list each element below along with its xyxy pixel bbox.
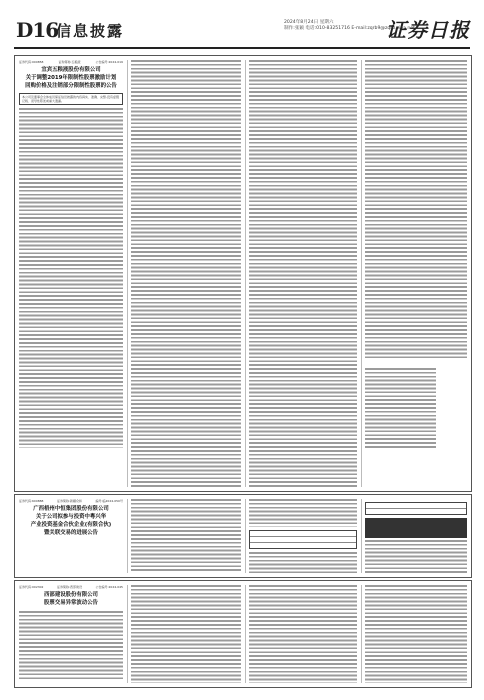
company-name: 广西梧州中恒集团股份有限公司 <box>33 506 109 512</box>
body-text <box>249 585 357 683</box>
announcement-title-line1: 股票交易异常波动公告 <box>44 600 98 606</box>
stock-code: 证券代码:000858 <box>19 60 44 64</box>
body-text <box>249 499 357 527</box>
body-text <box>365 60 467 360</box>
announcement2-column-2 <box>131 499 241 573</box>
announcement3-column-2 <box>131 585 241 683</box>
company-name: 西部建设股份有限公司 <box>44 592 98 598</box>
announcement-panel-3 <box>14 580 472 688</box>
shaded-table-block <box>365 518 467 538</box>
masthead <box>14 14 470 44</box>
body-text <box>365 540 467 573</box>
announcement-number: 公告编号:2024-019 <box>95 60 123 64</box>
announcement-panel-2 <box>14 494 472 578</box>
announcement-title-line2: 产业投资基金合伙企业(有限合伙) <box>30 522 112 528</box>
stock-code: 证券代码:600888 <box>19 499 44 503</box>
body-text <box>365 585 467 683</box>
announcement3-column-4 <box>365 585 467 683</box>
announcement1-codes <box>19 60 123 64</box>
stock-short-name: 证券简称:五粮液 <box>58 60 81 64</box>
announcement3-column-3 <box>249 585 357 683</box>
announcement2-codes <box>19 499 123 503</box>
data-table <box>249 530 357 549</box>
stock-code: 证券代码:002302 <box>19 585 44 589</box>
announcement2-column-4 <box>365 499 467 573</box>
announcement1-column-4 <box>365 60 467 487</box>
announcement1-column-3 <box>249 60 357 487</box>
board-notice: 本公司及董事会全体成员保证信息披露的内容真实、准确、完整,没有虚假记载、误导性陈述或重大遗漏。 <box>19 93 123 105</box>
issue-date: 2024年8月24日 星期六 <box>284 20 334 25</box>
announcement-number: 公告编号:2024-045 <box>95 585 123 589</box>
announcement-title-line1: 关于调整2019年限制性股票激励计划 <box>25 75 117 81</box>
body-text <box>131 585 241 683</box>
body-text <box>249 60 357 487</box>
announcement-title-line1: 关于公司拟参与投资中粤兴华 <box>35 514 107 520</box>
announcement1-column-1 <box>19 60 123 487</box>
announcement-title-line3: 暨关联交易的进展公告 <box>44 530 98 536</box>
body-text <box>131 499 241 573</box>
section-title: 信息披露 <box>56 22 125 40</box>
announcement2-column-3 <box>249 499 357 573</box>
announcement3-codes <box>19 585 123 589</box>
masthead-rule <box>14 47 470 49</box>
newspaper-logo: 证券日报 <box>386 18 470 42</box>
data-table <box>365 502 467 515</box>
body-text <box>19 108 123 448</box>
announcement-panel-1 <box>14 55 472 492</box>
body-text <box>19 611 123 681</box>
body-text <box>249 552 357 573</box>
stock-short-name: 证券简称:西部建设 <box>56 585 82 589</box>
issue-contact: 制作:张颖 电话:010-83251716 E-mail:zqrb9@zqrb.sina.net <box>284 26 415 31</box>
body-text <box>131 60 241 487</box>
company-name: 宜宾五粮液股份有限公司 <box>41 67 101 73</box>
body-text-tail <box>365 368 436 448</box>
stock-short-name: 证券简称:新疆众和 <box>56 499 82 503</box>
announcement2-column-1 <box>19 499 123 573</box>
announcement-number: 编号:临2024-050号 <box>95 499 123 503</box>
announcement1-column-2 <box>131 60 241 487</box>
page-number: D16 <box>16 18 59 42</box>
announcement-title-line2: 回购价格及注销部分限制性股票的公告 <box>25 83 117 89</box>
announcement3-column-1 <box>19 585 123 683</box>
